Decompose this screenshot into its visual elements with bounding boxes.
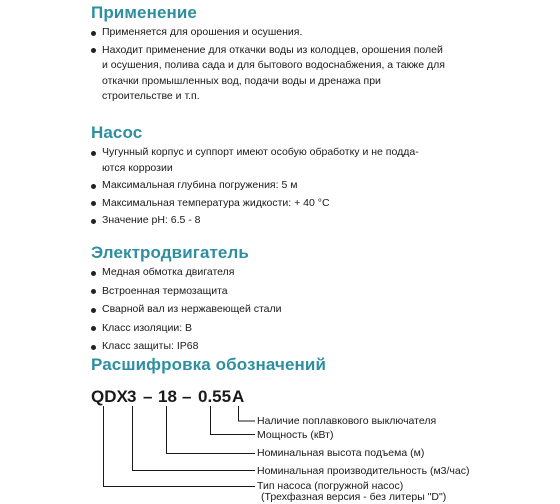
heading-pump: Насос [91,123,143,142]
code-float: A [232,387,245,406]
code-flow: 3 [127,387,137,406]
heading-decoding: Расшифровка обозначений [91,355,327,374]
code-separator: – [143,387,153,406]
heading-application: Применение [91,3,197,22]
legend-power: Мощность (кВт) [257,429,334,441]
connector-type [104,406,256,487]
code-separator: – [182,387,192,406]
list-item: Класс защиты: IP68 [91,339,541,355]
list-item: Чугунный корпус и суппорт имеют особую обработку и не подда-ются коррозии [91,145,436,176]
list-item: Применяется для орошения и осушения. [91,25,446,41]
legend-type: Тип насоса (погружной насос) [257,480,404,492]
list-item: Класс изоляции: B [91,321,541,337]
list-item: Значение рН: 6.5 - 8 [91,213,436,229]
heading-motor: Электродвигатель [91,243,249,262]
code-head: 18 [158,387,177,406]
legend-float: Наличие поплавкового выключателя [257,415,437,427]
list-item: Максимальная температура жидкости: + 40 °С [91,196,436,212]
list-item: Сварной вал из нержавеющей стали [91,302,541,318]
list-item: Медная обмотка двигателя [91,265,541,281]
legend-flow: Номинальная производительность (м3/час) [257,465,470,477]
connector-flow [133,406,256,471]
connector-float [239,406,256,421]
code-type: QDX [91,387,128,406]
legend-head: Номинальная высота подъема (м) [257,447,425,459]
connector-power [211,406,256,435]
list-item: Находит применение для откачки воды из колодцев, орошения полей и осушения, полива сада и для бытового водоснабжения, а также для откачки промышленных вод, подачи воды и дренажа при строительстве и т.п. [91,43,446,105]
list-item: Максимальная глубина погружения: 5 м [91,178,436,194]
code-power: 0.55 [198,387,232,406]
list-item: Встроенная термозащита [91,284,541,300]
legend-type-note: (Трехфазная версия - без литеры "D") [261,491,447,503]
